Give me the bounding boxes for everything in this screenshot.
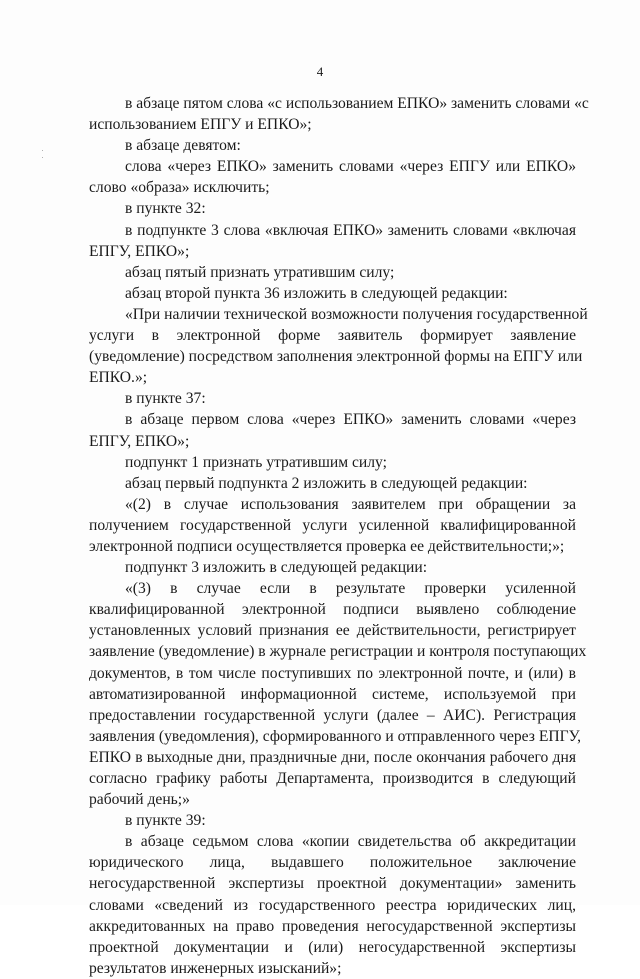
text-line: в пункте 32: [125, 200, 206, 218]
text-line: документов, в том числе поступивших по электронной почте, и (или) в [89, 664, 576, 682]
text-line: в подпункте 3 слова «включая ЕПКО» заменить словами «включая [125, 221, 576, 239]
page-number: 4 [316, 64, 324, 79]
text-line: проектной документации и (или) негосударственной экспертизы [89, 938, 576, 956]
text-line: в пункте 37: [125, 390, 206, 408]
text-line: «(3) в случае если в результате проверки усиленной [125, 580, 576, 598]
text-line: абзац пятый признать утратившим силу; [125, 263, 395, 281]
text-line: получением государственной услуги усиленной квалифицированной [89, 516, 576, 534]
text-line: согласно графику работы Департамента, производится в следующий [89, 770, 576, 787]
text-line: ЕПКО в выходные дни, праздничные дни, после окончания рабочего дня [89, 748, 576, 766]
text-line: негосударственной экспертизы проектной документации» заменить [89, 875, 576, 893]
text-line: подпункт 3 изложить в следующей редакции: [125, 559, 428, 577]
text-line: ЕПГУ, ЕПКО»; [89, 432, 190, 450]
text-line: словами «сведений из государственного реестра юридических лиц, [89, 896, 576, 914]
text-line: ЕПГУ, ЕПКО»; [89, 242, 190, 260]
text-line: услуги в электронной форме заявитель формирует заявление [89, 327, 576, 345]
text-line: в абзаце девятом: [125, 137, 241, 155]
text-line: юридического лица, выдавшего положительное заключение [89, 854, 576, 872]
text-line: установленных условий признания ее действительности, регистрирует [89, 622, 576, 640]
text-line: аккредитованных на право проведения негосударственной экспертизы [89, 917, 576, 935]
text-line: «При наличии технической возможности получения государственной [125, 305, 588, 323]
text-line: предоставлении государственной услуги (далее – АИС). Регистрация [89, 706, 576, 724]
text-line: в пункте 39: [125, 812, 206, 830]
text-line: ЕПКО.»; [89, 369, 148, 387]
text-line: результатов инженерных изысканий»; [89, 959, 342, 977]
text-line: в абзаце пятом слова «с использованием ЕПКО» заменить словами «с [125, 95, 589, 112]
text-line: заявления (уведомления), сформированного и отправленного через ЕПГУ, [89, 727, 582, 745]
text-line: подпункт 1 признать утратившим силу; [125, 453, 387, 471]
text-line: абзац второй пункта 36 изложить в следующей редакции: [125, 284, 508, 302]
text-line: в абзаце седьмом слова «копии свидетельства об аккредитации [125, 833, 576, 851]
text-line: автоматизированной информационной системе, используемой при [89, 685, 576, 703]
scan-speck [42, 157, 43, 158]
text-line: слова «через ЕПКО» заменить словами «через ЕПГУ или ЕПКО» [125, 158, 576, 176]
text-line: в абзаце первом слова «через ЕПКО» заменить словами «через [125, 411, 576, 429]
text-line: заявление (уведомление) в журнале регистрации и контроля поступающих [89, 643, 587, 661]
scan-speck [42, 150, 43, 151]
text-line: «(2) в случае использования заявителем при обращении за [125, 495, 576, 513]
text-line: (уведомление) посредством заполнения электронной формы на ЕПГУ или [89, 348, 583, 366]
text-line: квалифицированной электронной подписи выявлено соблюдение [89, 601, 576, 619]
text-line: абзац первый подпункта 2 изложить в следующей редакции: [125, 474, 528, 492]
text-line: использованием ЕПГУ и ЕПКО»; [89, 116, 312, 134]
text-line: слово «образа» исключить; [89, 179, 270, 197]
document-body [89, 93, 589, 979]
text-line: рабочий день;» [89, 791, 190, 809]
text-line: электронной подписи осуществляется проверка ее действительности;»; [89, 537, 565, 555]
